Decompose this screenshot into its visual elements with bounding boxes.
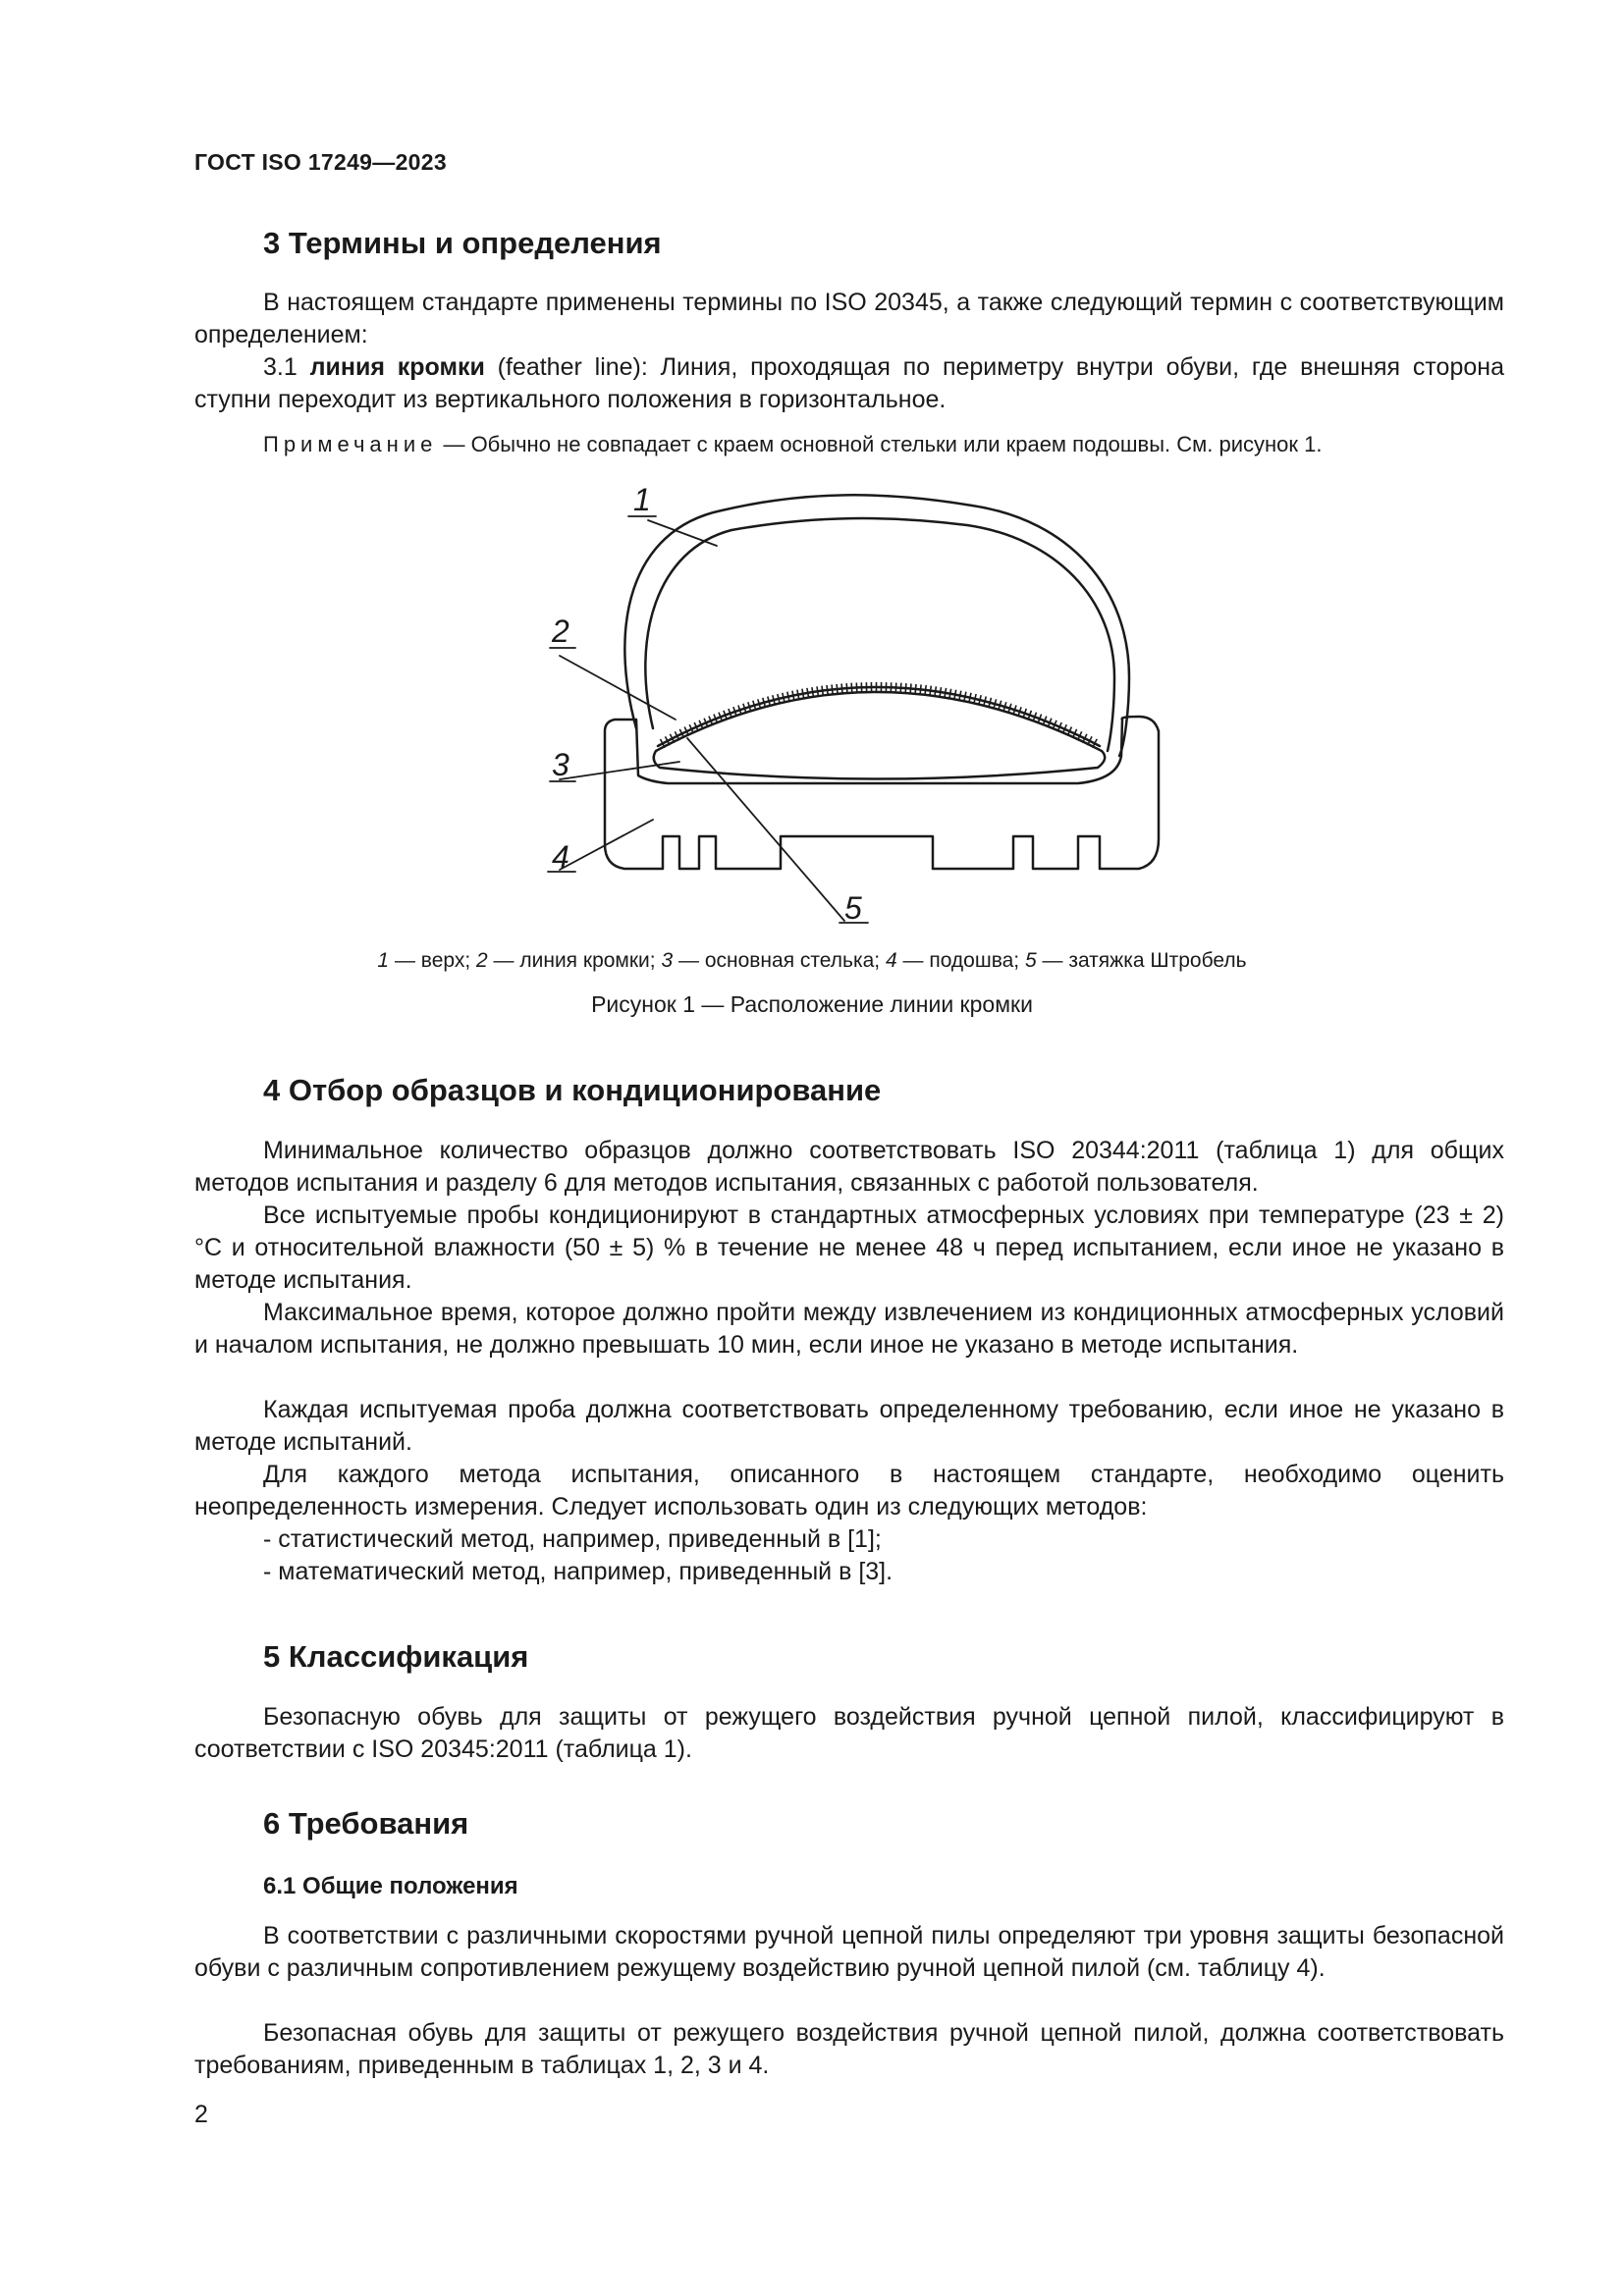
stitch-mark (974, 694, 976, 704)
stitch-mark (797, 690, 799, 700)
stitch-mark (792, 691, 794, 701)
stitch-mark (920, 684, 921, 694)
callout-2-leader (560, 656, 676, 720)
list-item: - математический метод, например, приведенный в [3]. (263, 1558, 893, 1585)
stitch-mark (964, 692, 966, 702)
stitch-mark (807, 688, 809, 698)
stitch-mark (940, 687, 942, 697)
callout-1-leader (648, 520, 717, 546)
stitch-mark (822, 686, 823, 696)
stitch-mark (935, 686, 936, 696)
stitch-mark (841, 684, 842, 694)
section-5-paragraph: Безопасную обувь для защиты от режущего воздействия ручной цепной пилой, классифицируют в соответствии с ISO 20345:2011 (таблица 1). (194, 1703, 1504, 1763)
figure-1-caption: Рисунок 1 — Расположение линии кромки (591, 991, 1033, 1017)
figure-1-legend: 1 — верх; 2 — линия кромки; 3 — основная стелька; 4 — подошва; 5 — затяжка Штробель (377, 949, 1247, 972)
document-code: ГОСТ ISO 17249—2023 (194, 149, 447, 175)
stitch-mark (930, 686, 931, 696)
section-4-title: 4 Отбор образцов и кондиционирование (263, 1073, 882, 1107)
section-4-paragraph: Каждая испытуемая проба должна соответствовать определенному требованию, если иное не указано в методе испытаний. (194, 1396, 1504, 1456)
insole-outline (654, 692, 1105, 779)
upper-inner-line (645, 518, 1114, 751)
legend-text: основная стелька (704, 949, 875, 972)
section-4-paragraph: Максимальное время, которое должно пройти между извлечением из кондиционных атмосферных условий и началом испытания, не должно превышать 10 мин, если иное не указано в методе испытания. (194, 1299, 1504, 1359)
stitch-mark (959, 691, 961, 701)
stitch-mark (827, 685, 828, 695)
stitch-mark (812, 687, 814, 697)
section-5-title: 5 Классификация (263, 1639, 529, 1674)
legend-text: затяжка Штробель (1068, 949, 1247, 972)
stitch-mark (949, 689, 951, 699)
callout-4-leader (560, 820, 653, 870)
stitch-mark (895, 683, 896, 693)
stitch-mark (837, 684, 838, 694)
callout-3-leader (560, 762, 679, 779)
legend-num: 5 (1024, 949, 1037, 972)
list-item: - статистический метод, например, приведенный в [1]; (263, 1525, 882, 1553)
legend-num: 3 (661, 949, 674, 972)
section-6-paragraph: Безопасная обувь для защиты от режущего воздействия ручной цепной пилой, должна соответствовать требованиям, приведенным в таблицах 1, 2, 3 и 4. (194, 2019, 1504, 2079)
stitch-mark (787, 692, 789, 702)
strobel-seam-line (658, 687, 1100, 746)
section-3-title: 3 Термины и определения (263, 226, 662, 260)
stitch-mark (969, 693, 971, 703)
stitch-mark (905, 683, 906, 693)
callout-3: 3 (552, 747, 569, 782)
stitch-mark (900, 683, 901, 693)
stitch-mark (915, 684, 916, 694)
legend-num: 4 (885, 949, 897, 972)
legend-text: линия кромки (519, 949, 650, 972)
callout-1: 1 (633, 482, 651, 517)
section-3-intro: В настоящем стандарте применены термины по ISO 20345, а также следующий термин с соответствующим определением: (194, 289, 1504, 348)
legend-num: 1 (377, 949, 390, 972)
figure-1-diagram (0, 0, 1624, 962)
callout-4: 4 (552, 839, 569, 875)
section-4-paragraph: Минимальное количество образцов должно соответствовать ISO 20344:2011 (таблица 1) для общих методов испытания и разделу 6 для методов испытания, связанных с работой пользователя. (194, 1137, 1504, 1197)
stitch-mark (802, 689, 804, 699)
stitch-mark (783, 693, 785, 703)
term-number: 3.1 (263, 353, 298, 381)
section-6-paragraph: В соответствии с различными скоростями ручной цепной пилы определяют три уровня защиты безопасной обуви с различным сопротивлением режущему воздействию ручной цепной пилой (см. таблицу 4). (194, 1922, 1504, 1982)
callout-2: 2 (552, 614, 569, 649)
legend-text: подошва (929, 949, 1014, 972)
page-number: 2 (194, 2101, 208, 2128)
note-label: Примечание (263, 432, 438, 456)
legend-num: 2 (476, 949, 488, 972)
stitch-mark (925, 685, 926, 695)
stitch-mark (945, 688, 947, 698)
section-4-paragraph: Все испытуемые пробы кондиционируют в стандартных атмосферных условиях при температуре (23 ± 2) °С и относительной влажности (50 ± 5) % в течение не менее 48 ч перед испытанием, если иное не указано в методе испытания. (194, 1201, 1504, 1294)
section-6-title: 6 Требования (263, 1806, 469, 1841)
stitch-mark (846, 683, 847, 693)
stitch-mark (954, 690, 956, 700)
callout-5-leader (687, 738, 844, 921)
callout-5: 5 (844, 890, 862, 926)
subsection-6-1-title: 6.1 Общие положения (263, 1873, 518, 1899)
term-name: линия кромки (309, 353, 485, 381)
stitch-mark (910, 684, 911, 694)
stitch-mark (832, 684, 833, 694)
section-4-paragraph: Для каждого метода испытания, описанного в настоящем стандарте, необходимо оценить неопределенность измерения. Следует использовать один из следующих методов: (194, 1461, 1504, 1521)
stitch-mark (856, 683, 857, 693)
term-definition: (feather line): Линия, проходящая по периметру внутри обуви, где внешняя сторона ступни переходит из вертикального положения в горизонтальное. (194, 353, 1504, 413)
stitch-mark (817, 686, 818, 696)
note-text: — Обычно не совпадает с краем основной стельки или краем подошвы. См. рисунок 1. (437, 432, 1323, 456)
legend-text: верх (420, 949, 465, 972)
stitch-mark (851, 683, 852, 693)
upper-outer-line (624, 495, 1129, 756)
